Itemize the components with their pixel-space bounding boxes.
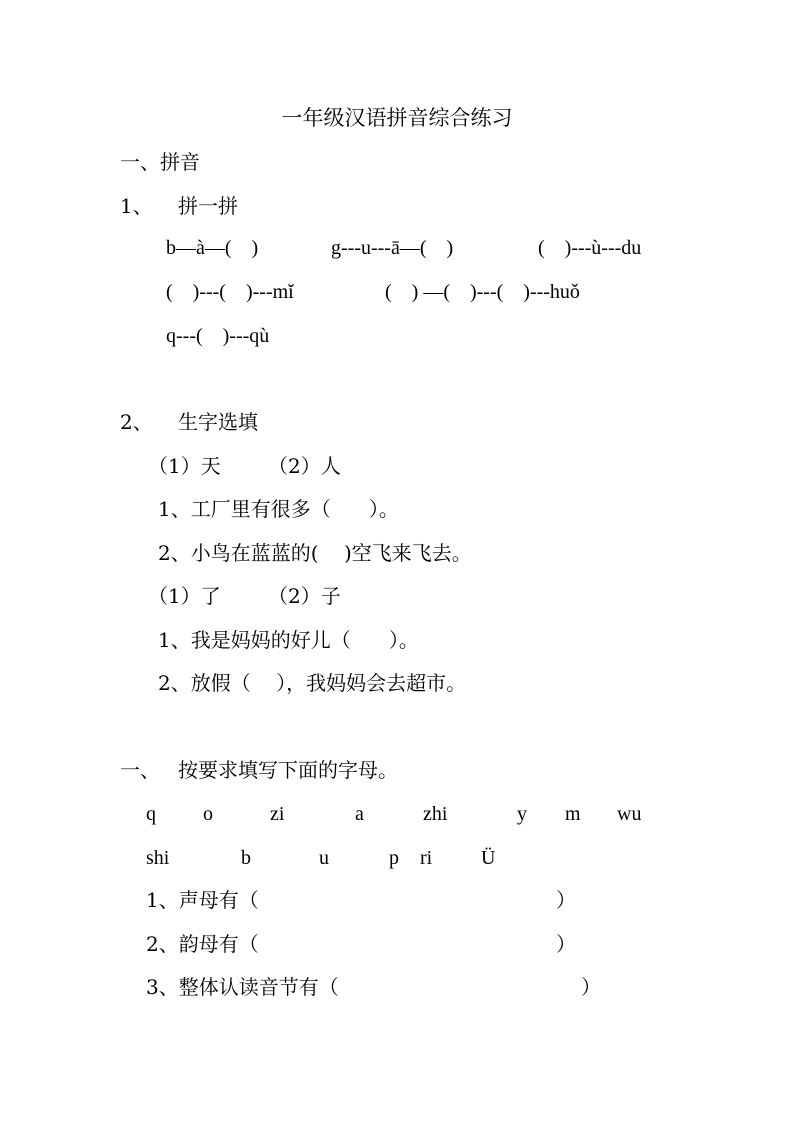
letter-item: zi [270, 803, 285, 825]
letter-item: zhi [423, 803, 448, 825]
pinyin-item: b—à—( ) [166, 237, 259, 259]
letter-item: y [517, 803, 527, 825]
letter-item: a [355, 803, 364, 825]
letter-item: ri [420, 847, 433, 869]
question-1-number: 1、 [120, 194, 153, 218]
letter-item: wu [617, 803, 642, 825]
pinyin-item: ( )---( )---mǐ [166, 281, 294, 303]
page-title: 一年级汉语拼音综合练习 [281, 106, 513, 130]
letter-item: p [389, 847, 399, 869]
fill-sentence: 1、我是妈妈的好儿（ ）。 [158, 628, 419, 652]
letter-item: shi [146, 847, 170, 869]
fill-in-consonants-label: 1、声母有（ [146, 888, 259, 912]
pinyin-item: ( )---ù---du [538, 237, 642, 259]
fill-sentence: 2、放假（ ），我妈妈会去超市。 [158, 671, 467, 695]
fill-sentence: 2、小鸟在蓝蓝的( )空飞来飞去。 [158, 541, 472, 565]
letter-item: q [146, 803, 156, 825]
pinyin-item: ( ) —( )---( )---huǒ [385, 281, 580, 303]
pinyin-item: q---( )---qù [166, 325, 270, 347]
fill-in-syllables-close: ） [581, 975, 601, 999]
letter-item: b [241, 847, 251, 869]
fill-in-consonants-close: ） [556, 888, 576, 912]
word-option: （1）天 [148, 454, 221, 478]
word-option: （2）子 [268, 584, 341, 608]
question-2-number: 2、 [120, 410, 153, 434]
letter-item: m [565, 803, 581, 825]
letter-item: Ü [481, 847, 496, 869]
word-option: （1）了 [148, 584, 221, 608]
question-2-title: 生字选填 [178, 410, 258, 434]
fill-in-vowels-label: 2、韵母有（ [146, 932, 259, 956]
fill-in-syllables-label: 3、整体认读音节有（ [146, 975, 339, 999]
fill-in-vowels-close: ） [556, 932, 576, 956]
section-2-number: 一、 [120, 758, 160, 782]
pinyin-item: g---u---ā—( ) [331, 237, 454, 259]
fill-sentence: 1、工厂里有很多（ ）。 [158, 497, 399, 521]
letter-item: o [203, 803, 213, 825]
word-option: （2）人 [268, 454, 341, 478]
section-2-title: 按要求填写下面的字母。 [178, 758, 398, 782]
section-heading-pinyin: 一、拼音 [120, 150, 200, 174]
letter-item: u [319, 847, 329, 869]
question-1-title: 拼一拼 [178, 194, 238, 218]
